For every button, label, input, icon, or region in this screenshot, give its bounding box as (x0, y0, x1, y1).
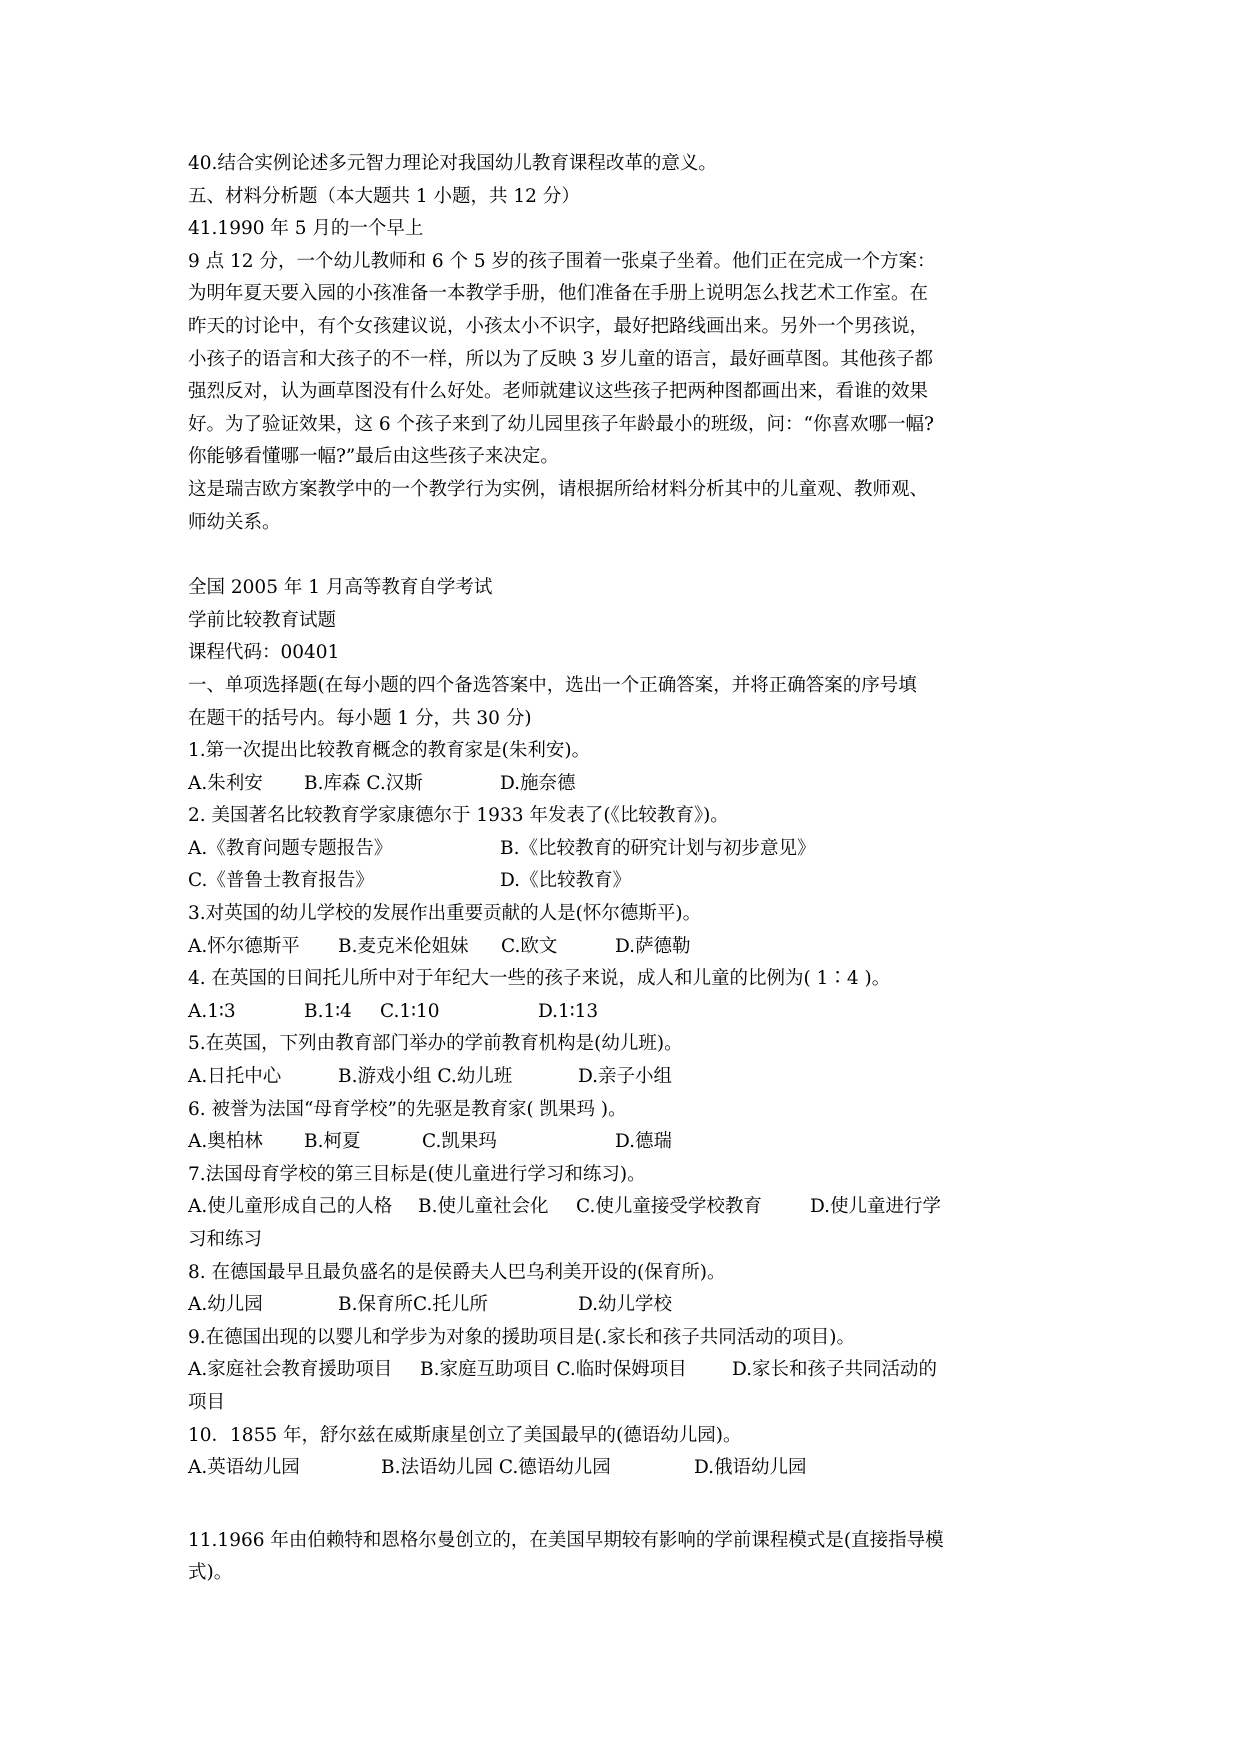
option-a: A.日托中心 (188, 1066, 282, 1088)
question-4: 4. 在英国的日间托儿所中对于年纪大一些的孩子来说，成人和儿童的比例为( 1∶4 )。 (188, 968, 891, 990)
option-a: A.幼儿园 (188, 1294, 263, 1316)
question-10: 10．1855 年，舒尔兹在威斯康星创立了美国最早的(德语幼儿园)。 (188, 1424, 742, 1446)
option-c: D.施奈德 (500, 772, 576, 794)
option-a: A.英语幼儿园 (188, 1457, 300, 1479)
question-8: 8. 在德国最早且最负盛名的是侯爵夫人巴乌利美开设的(保育所)。 (188, 1261, 726, 1283)
material-line: 为明年夏天要入园的小孩准备一本教学手册，他们准备在手册上说明怎么找艺术工作室。在 (188, 283, 929, 305)
exam-title: 全国 2005 年 1 月高等教育自学考试 (188, 577, 493, 599)
option-continuation: 习和练习 (188, 1229, 263, 1250)
course-code: 课程代码：00401 (188, 642, 340, 664)
option-c: D.幼儿学校 (578, 1294, 673, 1316)
material-line: 9 点 12 分，一个幼儿教师和 6 个 5 岁的孩子围着一张桌子坐着。他们正在完成一个方案： (188, 250, 936, 272)
option-a: C.《普鲁士教育报告》 (188, 870, 374, 892)
option-a: A.怀尔德斯平 (188, 935, 300, 957)
option-c: D.亲子小组 (578, 1066, 673, 1088)
option-a: A.朱利安 (188, 772, 263, 794)
option-b: B.法语幼儿园 C.德语幼儿园 (381, 1457, 611, 1479)
question-9: 9.在德国出现的以婴儿和学步为对象的援助项目是(.家长和孩子共同活动的项目)。 (188, 1326, 855, 1348)
option-row (188, 768, 1068, 801)
option-d: D.1∶13 (538, 1000, 599, 1022)
material-line: 强烈反对，认为画草图没有什么好处。老师就建议这些孩子把两种图都画出来，看谁的效果 (188, 381, 929, 403)
option-b: B.保育所C.托儿所 (338, 1294, 488, 1316)
task-line: 这是瑞吉欧方案教学中的一个教学行为实例，请根据所给材料分析其中的儿童观、教师观、 (188, 478, 929, 500)
option-a: A.使儿童形成自己的人格 (188, 1196, 393, 1218)
question-41-heading: 41.1990 年 5 月的一个早上 (188, 218, 424, 240)
material-line: 好。为了验证效果，这 6 个孩子来到了幼儿园里孩子年龄最小的班级，问：“你喜欢哪一幅? (188, 413, 934, 435)
question-3: 3.对英国的幼儿学校的发展作出重要贡献的人是(怀尔德斯平)。 (188, 903, 702, 925)
question-7: 7.法国母育学校的第三目标是(使儿童进行学习和练习)。 (188, 1163, 646, 1185)
option-row (188, 1289, 1068, 1322)
option-b: B.麦克米伦姐妹 (338, 935, 469, 957)
question-41-material (188, 246, 1068, 474)
option-row (188, 1452, 1068, 1485)
option-b: B.《比较教育的研究计划与初步意见》 (500, 837, 816, 859)
question-5: 5.在英国，下列由教育部门举办的学前教育机构是(幼儿班)。 (188, 1033, 683, 1055)
option-b: B.柯夏 (304, 1131, 361, 1153)
option-c: C.凯果玛 (422, 1131, 497, 1153)
task-line: 师幼关系。 (188, 511, 281, 533)
question-11-cont: 式)。 (188, 1562, 233, 1584)
option-a: A.奥柏林 (188, 1131, 263, 1153)
material-line: 昨天的讨论中，有个女孩建议说，小孩太小不识字，最好把路线画出来。另外一个男孩说， (188, 315, 929, 337)
option-d: D.德瑞 (615, 1131, 673, 1153)
option-row (188, 865, 1068, 898)
option-a: A.《教育问题专题报告》 (188, 837, 393, 859)
option-row (188, 1126, 1068, 1159)
option-row (188, 1061, 1068, 1094)
option-b: B.使儿童社会化 (418, 1196, 549, 1218)
option-b: B.库森 C.汉斯 (304, 772, 423, 794)
option-c: D.俄语幼儿园 (694, 1457, 807, 1479)
option-c: D.家长和孩子共同活动的 (732, 1359, 938, 1381)
question-1: 1.第一次提出比较教育概念的教育家是(朱利安)。 (188, 740, 591, 762)
option-b: B.家庭互助项目 C.临时保姆项目 (420, 1359, 687, 1381)
question-11: 11.1966 年由伯赖特和恩格尔曼创立的，在美国早期较有影响的学前课程模式是(直接指导模 (188, 1529, 944, 1551)
option-d: D.萨德勒 (615, 935, 691, 957)
option-b: D.《比较教育》 (500, 870, 632, 892)
question-41-task (188, 474, 1068, 539)
section-heading-1-cont: 在题干的括号内。每小题 1 分，共 30 分) (188, 707, 532, 729)
option-c: C.使儿童接受学校教育 (576, 1196, 762, 1218)
option-b: B.游戏小组 C.幼儿班 (338, 1066, 513, 1088)
question-2: 2. 美国著名比较教育学家康德尔于 1933 年发表了(《比较教育》)。 (188, 805, 729, 827)
option-row (188, 833, 1068, 866)
exam-subject: 学前比较教育试题 (188, 609, 337, 631)
question-list (188, 735, 1068, 1485)
option-c: C.1∶10 (380, 1000, 440, 1022)
option-row (188, 931, 1068, 964)
question-40: 40.结合实例论述多元智力理论对我国幼儿教育课程改革的意义。 (188, 153, 717, 174)
option-row (188, 1191, 1068, 1224)
option-b: B.1∶4 (304, 1000, 352, 1022)
section-heading-1: 一、单项选择题(在每小题的四个备选答案中，选出一个正确答案，并将正确答案的序号填 (188, 674, 917, 696)
document-body (188, 148, 1068, 1590)
section-heading-5: 五、材料分析题（本大题共 1 小题，共 12 分） (188, 185, 580, 207)
option-a: A.1∶3 (188, 1000, 236, 1022)
question-6: 6. 被誉为法国“母育学校”的先驱是教育家( 凯果玛 )。 (188, 1098, 627, 1120)
option-row (188, 996, 1068, 1029)
option-c: C.欧文 (501, 935, 558, 957)
option-row (188, 1354, 1068, 1387)
option-a: A.家庭社会教育援助项目 (188, 1359, 393, 1381)
option-continuation: 项目 (188, 1391, 226, 1413)
material-line: 你能够看懂哪一幅?”最后由这些孩子来决定。 (188, 446, 559, 468)
material-line: 小孩子的语言和大孩子的不一样，所以为了反映 3 岁儿童的语言，最好画草图。其他孩子都 (188, 348, 934, 370)
option-d: D.使儿童进行学 (810, 1196, 942, 1218)
